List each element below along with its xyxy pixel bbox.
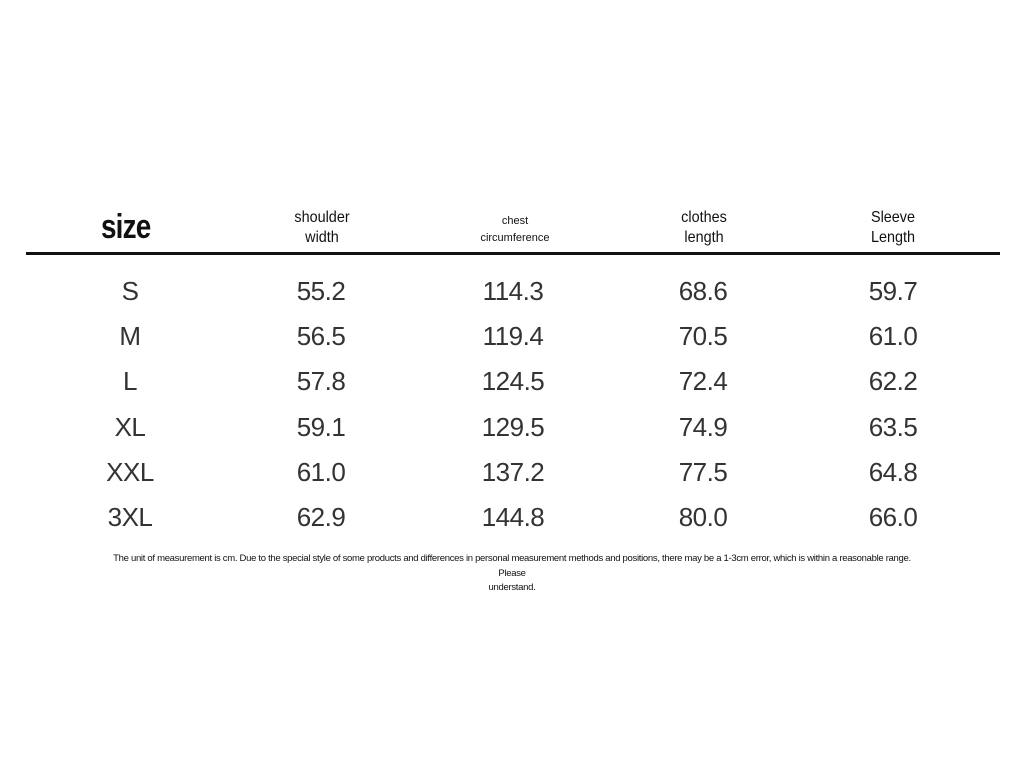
header-chest-circumference: [455, 213, 575, 246]
header-clothes-line2: length: [684, 229, 724, 246]
sleeve-length-cell: 59.7: [868, 276, 918, 306]
measurement-note-line1: The unit of measurement is cm. Due to the special style of some products and differences in personal measurement methods and positions, there may be a 1-3cm error, which is within a reasonable range. Please: [113, 553, 911, 579]
header-size: [101, 210, 152, 244]
sleeve-length-cell: 63.5: [868, 412, 918, 442]
shoulder-width-cell: 59.1: [296, 412, 346, 442]
sleeve-length-cell: 66.0: [868, 502, 918, 532]
chest-circumference-cell: 137.2: [481, 457, 545, 487]
clothes-length-cell: 74.9: [678, 412, 728, 442]
table-row: [0, 497, 1024, 537]
header-shoulder-line1: shoulder: [294, 209, 350, 226]
header-chest-line2: circumference: [480, 231, 550, 244]
chest-circumference-cell: 129.5: [481, 412, 545, 442]
sleeve-length-cell: 61.0: [868, 321, 918, 351]
sleeve-length-cell: 62.2: [868, 366, 918, 396]
header-sleeve-length: [843, 208, 944, 248]
size-cell: S: [121, 276, 139, 306]
chest-circumference-cell: 124.5: [481, 366, 545, 396]
shoulder-width-cell: 61.0: [296, 457, 346, 487]
chest-circumference-cell: 114.3: [482, 276, 544, 306]
shoulder-width-cell: 62.9: [296, 502, 346, 532]
shoulder-width-cell: 56.5: [296, 321, 346, 351]
size-cell: XL: [114, 412, 146, 442]
clothes-length-cell: 72.4: [678, 366, 728, 396]
shoulder-width-cell: 55.2: [296, 276, 346, 306]
header-shoulder-width: [272, 208, 373, 248]
clothes-length-cell: 77.5: [678, 457, 728, 487]
header-chest-line1: chest: [501, 215, 529, 227]
chest-circumference-cell: 119.4: [482, 321, 544, 351]
clothes-length-cell: 68.6: [678, 276, 728, 306]
clothes-length-cell: 70.5: [678, 321, 728, 351]
clothes-length-cell: 80.0: [678, 502, 728, 532]
chest-circumference-cell: 144.8: [481, 502, 545, 532]
measurement-note: [100, 552, 924, 596]
header-divider: [26, 252, 1000, 255]
table-row: [0, 361, 1024, 401]
size-cell: XXL: [106, 457, 154, 487]
size-cell: 3XL: [107, 502, 153, 532]
header-clothes-line1: clothes: [681, 209, 727, 226]
table-row: [0, 407, 1024, 447]
header-shoulder-line2: width: [305, 229, 339, 246]
table-row: [0, 271, 1024, 311]
header-clothes-length: [654, 208, 755, 248]
size-cell: L: [123, 366, 137, 396]
size-cell: M: [119, 321, 141, 351]
table-row: [0, 316, 1024, 356]
measurement-note-line2: understand.: [488, 582, 536, 593]
header-sleeve-line2: Length: [870, 229, 916, 246]
header-size-label: size: [101, 208, 151, 246]
header-sleeve-line1: Sleeve: [870, 209, 916, 226]
sleeve-length-cell: 64.8: [868, 457, 918, 487]
table-row: [0, 452, 1024, 492]
shoulder-width-cell: 57.8: [296, 366, 346, 396]
